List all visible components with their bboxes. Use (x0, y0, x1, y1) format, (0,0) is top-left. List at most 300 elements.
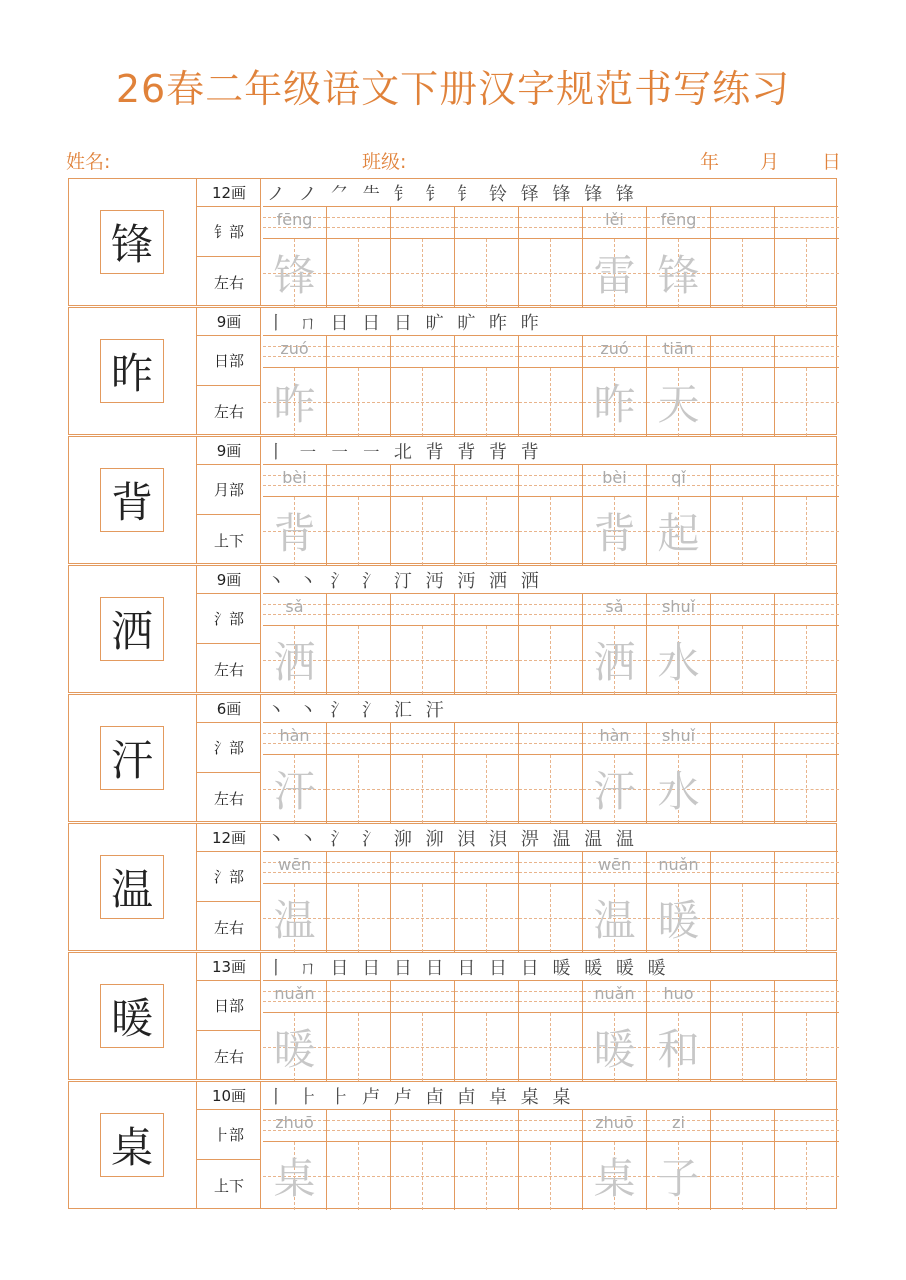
pinyin-text: qǐ (671, 468, 686, 487)
writing-cell[interactable] (391, 207, 455, 307)
writing-cell[interactable] (263, 981, 327, 1081)
writing-cell[interactable] (647, 207, 711, 307)
pinyin-text: zhuō (275, 1113, 314, 1132)
writing-cell[interactable] (263, 207, 327, 307)
pinyin-text: sǎ (605, 597, 624, 616)
character-row (68, 436, 837, 564)
writing-cell[interactable] (391, 723, 455, 823)
pinyin-zone (583, 981, 646, 1013)
big-char-cell (69, 1082, 197, 1208)
pinyin-zone (327, 207, 390, 239)
tianzi-zone (583, 239, 646, 307)
writing-grid (263, 207, 838, 307)
writing-cell[interactable] (327, 594, 391, 694)
tracing-char (391, 239, 454, 307)
writing-cell[interactable] (263, 336, 327, 436)
pinyin-zone (775, 207, 839, 239)
writing-cell[interactable] (263, 594, 327, 694)
big-char-cell (69, 824, 197, 950)
tianzi-zone (263, 239, 326, 307)
pinyin-zone (583, 723, 646, 755)
pinyin-zone (327, 594, 390, 626)
writing-cell[interactable] (583, 981, 647, 1081)
writing-grid (263, 723, 838, 823)
tianzi-zone (775, 755, 839, 823)
stroke-order: 丨 ㇐ ㇐ ㇐ 北 背 背 背 背 (263, 437, 838, 465)
writing-cell[interactable] (647, 1110, 711, 1210)
writing-cell[interactable] (327, 852, 391, 952)
tracing-char (775, 497, 839, 565)
writing-cell[interactable] (711, 1110, 775, 1210)
tracing-char (711, 239, 774, 307)
big-char-cell (69, 953, 197, 1079)
tianzi-zone (775, 368, 839, 436)
tracing-char (455, 1142, 518, 1210)
writing-cell[interactable] (583, 723, 647, 823)
writing-cell[interactable] (583, 465, 647, 565)
tracing-char: 水 (657, 767, 700, 816)
tianzi-zone (327, 497, 390, 565)
tianzi-zone (711, 1142, 774, 1210)
tracing-char (775, 368, 839, 436)
pinyin-zone (711, 852, 774, 884)
tianzi-zone (519, 497, 582, 565)
writing-cell[interactable] (455, 723, 519, 823)
stroke-order: 丨 ㄇ 日 日 日 旷 旷 昨 昨 (263, 308, 838, 336)
writing-grid (263, 981, 838, 1081)
model-character: 桌 (100, 1113, 164, 1177)
pinyin-zone (327, 723, 390, 755)
writing-grid (263, 336, 838, 436)
tianzi-zone (647, 497, 710, 565)
pinyin-zone (519, 981, 582, 1013)
stroke-order: ノ ノ ⺈ ⺧ 钅 钅 钅 铃 铎 锋 锋 锋 (263, 179, 838, 207)
writing-cell[interactable] (775, 981, 839, 1081)
radical: 氵部 (197, 723, 261, 773)
char-info (197, 824, 261, 950)
writing-grid (263, 852, 838, 952)
tracing-char (391, 1142, 454, 1210)
writing-cell[interactable] (519, 852, 583, 952)
tianzi-zone (775, 239, 839, 307)
tianzi-zone (391, 1013, 454, 1081)
pinyin-zone (327, 852, 390, 884)
pinyin-zone (519, 207, 582, 239)
tracing-char (455, 239, 518, 307)
pinyin-zone (583, 594, 646, 626)
tianzi-zone (263, 626, 326, 694)
pinyin-zone (711, 336, 774, 368)
writing-cell[interactable] (455, 852, 519, 952)
tracing-char: 雷 (593, 251, 636, 300)
tracing-char (775, 1013, 839, 1081)
stroke-order: 丨 ⺊ ⺊ 卢 卢 卣 卣 卓 桌 桌 (263, 1082, 838, 1110)
tracing-char: 天 (657, 380, 700, 429)
tianzi-zone (583, 626, 646, 694)
writing-cell[interactable] (775, 207, 839, 307)
name-label: 姓名: (66, 151, 111, 173)
tianzi-zone (263, 1142, 326, 1210)
pinyin-zone (455, 465, 518, 497)
radical: 日部 (197, 981, 261, 1031)
big-char-cell (69, 308, 197, 434)
pinyin-zone (391, 981, 454, 1013)
character-row (68, 952, 837, 1080)
tianzi-zone (711, 755, 774, 823)
writing-cell[interactable] (391, 852, 455, 952)
pinyin-text: lěi (605, 210, 624, 229)
writing-cell[interactable] (647, 336, 711, 436)
tracing-char: 暖 (657, 896, 700, 945)
writing-cell[interactable] (519, 723, 583, 823)
pinyin-zone (263, 852, 326, 884)
tianzi-zone (519, 1013, 582, 1081)
pinyin-zone (711, 723, 774, 755)
tracing-char: 和 (657, 1025, 700, 1074)
structure: 上下 (213, 1176, 244, 1195)
stroke-order: 丶 丶 氵 氵 汇 汗 (263, 695, 838, 723)
pinyin-text: zi (672, 1113, 685, 1132)
writing-cell[interactable] (583, 336, 647, 436)
tracing-char (327, 497, 390, 565)
tianzi-zone (519, 626, 582, 694)
pinyin-zone (263, 723, 326, 755)
pinyin-zone (455, 852, 518, 884)
tracing-char: 暖 (593, 1025, 636, 1074)
tianzi-zone (263, 1013, 326, 1081)
tianzi-zone (647, 755, 710, 823)
tianzi-zone (327, 755, 390, 823)
writing-cell[interactable] (519, 465, 583, 565)
tianzi-zone (711, 239, 774, 307)
pinyin-zone (391, 336, 454, 368)
pinyin-zone (583, 1110, 646, 1142)
char-info (197, 695, 261, 821)
tracing-char: 水 (657, 638, 700, 687)
writing-cell[interactable] (711, 981, 775, 1081)
writing-cell[interactable] (391, 981, 455, 1081)
writing-cell[interactable] (583, 1110, 647, 1210)
tracing-char (775, 755, 839, 823)
day-label: 日 (822, 151, 842, 173)
writing-cell[interactable] (711, 594, 775, 694)
tianzi-zone (711, 497, 774, 565)
tianzi-zone (327, 239, 390, 307)
tracing-char (711, 497, 774, 565)
writing-cell[interactable] (519, 981, 583, 1081)
model-character: 汗 (100, 726, 164, 790)
writing-cell[interactable] (391, 1110, 455, 1210)
writing-cell[interactable] (263, 465, 327, 565)
character-row (68, 1081, 837, 1209)
tracing-char (327, 884, 390, 952)
tracing-char (775, 884, 839, 952)
tianzi-zone (647, 368, 710, 436)
writing-cell[interactable] (327, 465, 391, 565)
tianzi-zone (647, 239, 710, 307)
pinyin-text: sǎ (285, 597, 304, 616)
writing-cell[interactable] (455, 594, 519, 694)
writing-cell[interactable] (775, 336, 839, 436)
writing-cell[interactable] (263, 723, 327, 823)
tracing-char: 温 (273, 896, 316, 945)
character-row (68, 178, 837, 306)
writing-cell[interactable] (455, 465, 519, 565)
tracing-char (519, 1142, 582, 1210)
stroke-order: 丨 ㄇ 日 日 日 日 日 日 日 暖 暖 暖 暖 (263, 953, 838, 981)
pinyin-text: shuǐ (661, 597, 696, 616)
tianzi-zone (519, 239, 582, 307)
structure: 左右 (213, 273, 244, 292)
writing-cell[interactable] (711, 207, 775, 307)
pinyin-zone (455, 594, 518, 626)
pinyin-text: bèi (282, 468, 307, 487)
tracing-char: 子 (657, 1154, 700, 1203)
year-label: 年 (700, 151, 720, 173)
writing-cell[interactable] (391, 594, 455, 694)
writing-cell[interactable] (775, 723, 839, 823)
tracing-char (455, 755, 518, 823)
tianzi-zone (583, 755, 646, 823)
stroke-order: 丶 丶 氵 氵 泖 泖 浿 浿 淠 温 温 温 (263, 824, 838, 852)
tianzi-zone (327, 1142, 390, 1210)
pinyin-zone (519, 852, 582, 884)
structure: 上下 (213, 531, 244, 550)
pinyin-zone (391, 1110, 454, 1142)
class-label: 班级: (362, 151, 407, 173)
pinyin-text: tiān (663, 339, 694, 358)
tracing-char (391, 626, 454, 694)
tracing-char (775, 626, 839, 694)
tracing-char (327, 755, 390, 823)
tracing-char (455, 368, 518, 436)
writing-cell[interactable] (583, 594, 647, 694)
tracing-char: 昨 (593, 380, 636, 429)
tracing-char (711, 1013, 774, 1081)
writing-cell[interactable] (455, 207, 519, 307)
tianzi-zone (711, 884, 774, 952)
pinyin-zone (327, 336, 390, 368)
tianzi-zone (391, 239, 454, 307)
pinyin-zone (391, 594, 454, 626)
tianzi-zone (455, 884, 518, 952)
pinyin-zone (775, 981, 839, 1013)
tianzi-zone (327, 626, 390, 694)
tianzi-zone (583, 368, 646, 436)
tianzi-zone (327, 1013, 390, 1081)
tianzi-zone (391, 755, 454, 823)
pinyin-zone (775, 1110, 839, 1142)
structure: 左右 (213, 1047, 244, 1066)
tracing-char: 锋 (657, 251, 700, 300)
pinyin-text: bèi (602, 468, 627, 487)
tracing-char: 锋 (273, 251, 316, 300)
pinyin-zone (455, 723, 518, 755)
pinyin-zone (391, 723, 454, 755)
pinyin-zone (263, 981, 326, 1013)
structure: 左右 (213, 918, 244, 937)
stroke-order: 丶 丶 氵 氵 汀 沔 沔 洒 洒 (263, 566, 838, 594)
writing-cell[interactable] (455, 1110, 519, 1210)
pinyin-text: huo (663, 984, 694, 1003)
tracing-char (519, 239, 582, 307)
writing-cell[interactable] (647, 594, 711, 694)
writing-cell[interactable] (711, 723, 775, 823)
pinyin-zone (263, 594, 326, 626)
writing-cell[interactable] (647, 981, 711, 1081)
pinyin-text: hàn (599, 726, 630, 745)
writing-cell[interactable] (455, 981, 519, 1081)
tracing-char: 桌 (273, 1154, 316, 1203)
tracing-char: 洒 (273, 638, 316, 687)
big-char-cell (69, 179, 197, 305)
tianzi-zone (263, 755, 326, 823)
tracing-char: 背 (593, 509, 636, 558)
pinyin-text: fēng (660, 210, 697, 229)
writing-cell[interactable] (711, 465, 775, 565)
tianzi-zone (455, 1142, 518, 1210)
char-info (197, 953, 261, 1079)
writing-cell[interactable] (583, 852, 647, 952)
tianzi-zone (583, 497, 646, 565)
pinyin-zone (711, 981, 774, 1013)
tianzi-zone (775, 497, 839, 565)
tracing-char (327, 1142, 390, 1210)
tianzi-zone (391, 1142, 454, 1210)
tianzi-zone (647, 1013, 710, 1081)
writing-cell[interactable] (583, 207, 647, 307)
pinyin-zone (391, 852, 454, 884)
writing-cell[interactable] (327, 981, 391, 1081)
radical: 氵部 (197, 852, 261, 902)
tracing-char: 桌 (593, 1154, 636, 1203)
writing-cell[interactable] (327, 207, 391, 307)
pinyin-zone (647, 465, 710, 497)
writing-cell[interactable] (263, 1110, 327, 1210)
tracing-char (327, 239, 390, 307)
writing-cell[interactable] (711, 852, 775, 952)
writing-cell[interactable] (519, 594, 583, 694)
pinyin-zone (583, 465, 646, 497)
pinyin-text: wēn (277, 855, 312, 874)
tracing-char: 洒 (593, 638, 636, 687)
stroke-count: 9画 (197, 566, 261, 594)
writing-cell[interactable] (647, 723, 711, 823)
pinyin-zone (263, 336, 326, 368)
tracing-char: 暖 (273, 1025, 316, 1074)
writing-cell[interactable] (519, 207, 583, 307)
tracing-char (391, 755, 454, 823)
pinyin-text: nuǎn (274, 984, 315, 1003)
tracing-char (391, 497, 454, 565)
tianzi-zone (455, 1013, 518, 1081)
pinyin-zone (647, 336, 710, 368)
tianzi-zone (455, 368, 518, 436)
writing-cell[interactable] (647, 852, 711, 952)
pinyin-zone (711, 594, 774, 626)
pinyin-zone (455, 207, 518, 239)
writing-cell[interactable] (775, 852, 839, 952)
tracing-char: 汗 (273, 767, 316, 816)
pinyin-zone (391, 207, 454, 239)
model-character: 暖 (100, 984, 164, 1048)
tianzi-zone (263, 368, 326, 436)
pinyin-text: zuó (280, 339, 309, 358)
writing-cell[interactable] (327, 336, 391, 436)
tracing-char (711, 1142, 774, 1210)
pinyin-zone (775, 465, 839, 497)
writing-cell[interactable] (519, 336, 583, 436)
tianzi-zone (327, 368, 390, 436)
tracing-char (519, 626, 582, 694)
pinyin-zone (519, 723, 582, 755)
writing-cell[interactable] (263, 852, 327, 952)
pinyin-zone (647, 981, 710, 1013)
pinyin-zone (775, 852, 839, 884)
structure: 左右 (213, 402, 244, 421)
tracing-char (519, 368, 582, 436)
writing-cell[interactable] (327, 723, 391, 823)
writing-cell[interactable] (391, 336, 455, 436)
tracing-char (455, 1013, 518, 1081)
writing-cell[interactable] (647, 465, 711, 565)
writing-cell[interactable] (775, 594, 839, 694)
writing-cell[interactable] (775, 465, 839, 565)
tracing-char (327, 626, 390, 694)
pinyin-text: zuó (600, 339, 629, 358)
radical: 氵部 (197, 594, 261, 644)
writing-cell[interactable] (327, 1110, 391, 1210)
writing-cell[interactable] (455, 336, 519, 436)
big-char-cell (69, 437, 197, 563)
tracing-char (391, 368, 454, 436)
pinyin-zone (583, 852, 646, 884)
tianzi-zone (647, 1142, 710, 1210)
writing-grid (263, 594, 838, 694)
tianzi-zone (455, 497, 518, 565)
writing-cell[interactable] (775, 1110, 839, 1210)
character-row (68, 307, 837, 435)
tianzi-zone (583, 1142, 646, 1210)
tracing-char (391, 1013, 454, 1081)
tianzi-zone (391, 884, 454, 952)
stroke-count: 9画 (197, 308, 261, 336)
writing-cell[interactable] (519, 1110, 583, 1210)
tianzi-zone (455, 626, 518, 694)
tianzi-zone (583, 1013, 646, 1081)
pinyin-zone (711, 465, 774, 497)
tracing-char (519, 755, 582, 823)
char-info (197, 566, 261, 692)
model-character: 昨 (100, 339, 164, 403)
structure: 左右 (213, 660, 244, 679)
stroke-count: 12画 (197, 179, 261, 207)
model-character: 锋 (100, 210, 164, 274)
pinyin-text: hàn (279, 726, 310, 745)
page-title: 26春二年级语文下册汉字规范书写练习 (115, 67, 791, 111)
model-character: 洒 (100, 597, 164, 661)
pinyin-text: nuǎn (658, 855, 699, 874)
big-char-cell (69, 566, 197, 692)
char-info (197, 308, 261, 434)
tianzi-zone (391, 626, 454, 694)
pinyin-zone (327, 465, 390, 497)
writing-cell[interactable] (391, 465, 455, 565)
stroke-count: 9画 (197, 437, 261, 465)
pinyin-zone (775, 336, 839, 368)
writing-cell[interactable] (711, 336, 775, 436)
tianzi-zone (455, 239, 518, 307)
